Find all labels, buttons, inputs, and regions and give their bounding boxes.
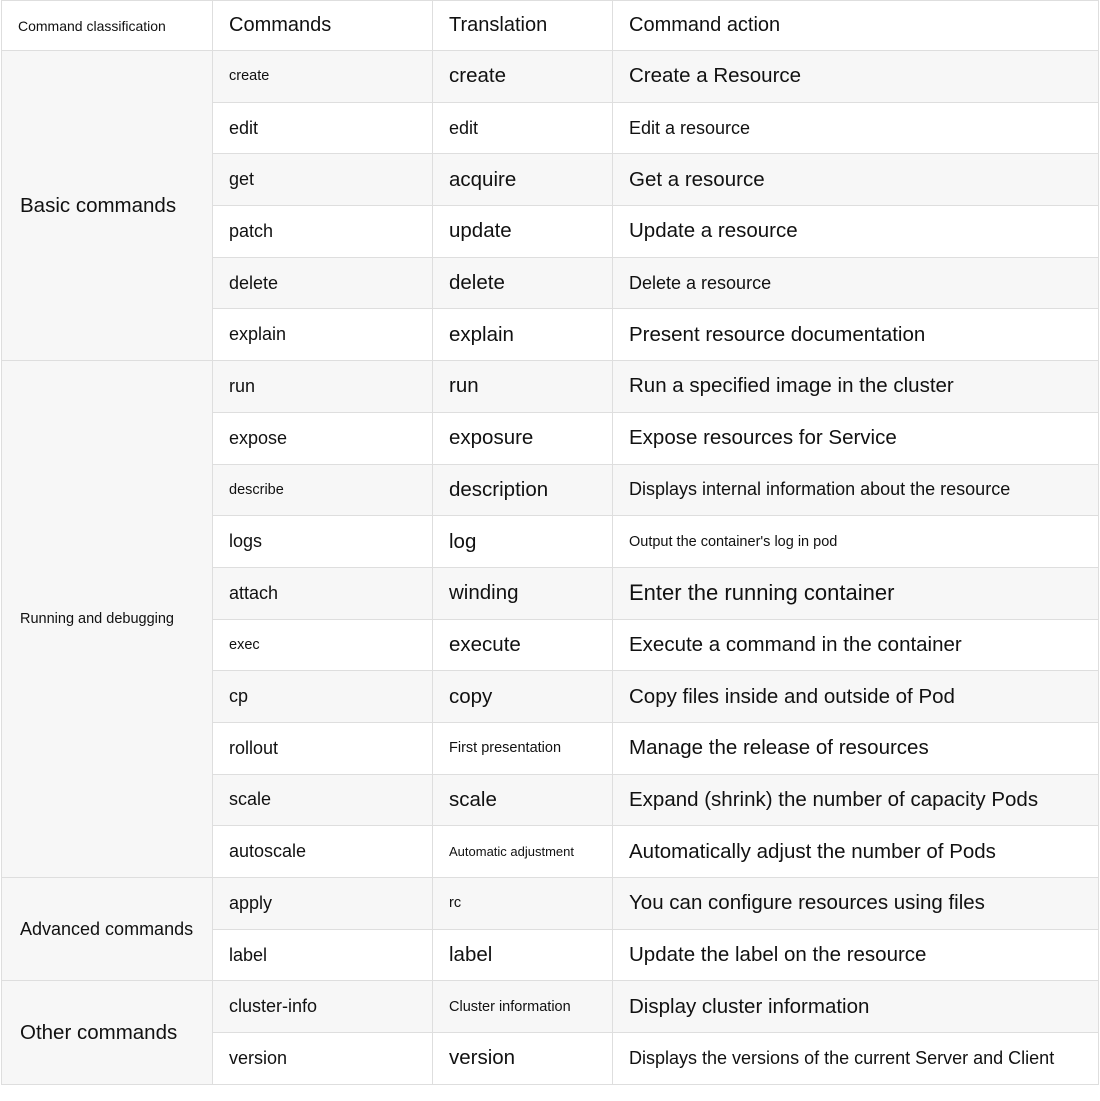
translation-cell: update <box>433 206 613 258</box>
command-cell: cp <box>213 671 433 723</box>
command-cell: exec <box>213 619 433 671</box>
action-cell: You can configure resources using files <box>613 878 1099 930</box>
command-cell: create <box>213 51 433 103</box>
action-cell: Display cluster information <box>613 981 1099 1033</box>
command-cell: autoscale <box>213 826 433 878</box>
table-row <box>2 361 1099 413</box>
command-cell: edit <box>213 102 433 154</box>
action-cell: Manage the release of resources <box>613 722 1099 774</box>
header-commands: Commands <box>213 1 433 51</box>
command-cell: label <box>213 929 433 981</box>
action-cell: Create a Resource <box>613 51 1099 103</box>
table-row <box>2 51 1099 103</box>
command-cell: describe <box>213 464 433 516</box>
group-label: Basic commands <box>2 51 213 361</box>
action-cell: Expose resources for Service <box>613 412 1099 464</box>
command-cell: version <box>213 1033 433 1085</box>
command-cell: get <box>213 154 433 206</box>
group-label: Running and debugging <box>2 361 213 878</box>
header-action: Command action <box>613 1 1099 51</box>
translation-cell: Automatic adjustment <box>433 826 613 878</box>
translation-cell: delete <box>433 257 613 309</box>
group-label: Advanced commands <box>2 878 213 981</box>
translation-cell: log <box>433 516 613 568</box>
translation-cell: execute <box>433 619 613 671</box>
action-cell: Execute a command in the container <box>613 619 1099 671</box>
action-cell: Edit a resource <box>613 102 1099 154</box>
action-cell: Run a specified image in the cluster <box>613 361 1099 413</box>
action-cell: Displays internal information about the resource <box>613 464 1099 516</box>
command-cell: attach <box>213 567 433 619</box>
action-cell: Update the label on the resource <box>613 929 1099 981</box>
translation-cell: explain <box>433 309 613 361</box>
translation-cell: version <box>433 1033 613 1085</box>
action-cell: Get a resource <box>613 154 1099 206</box>
translation-cell: Cluster information <box>433 981 613 1033</box>
kubectl-commands-table <box>1 0 1099 1085</box>
command-cell: expose <box>213 412 433 464</box>
command-cell: cluster-info <box>213 981 433 1033</box>
translation-cell: label <box>433 929 613 981</box>
command-cell: apply <box>213 878 433 930</box>
command-cell: run <box>213 361 433 413</box>
command-cell: logs <box>213 516 433 568</box>
command-cell: explain <box>213 309 433 361</box>
translation-cell: run <box>433 361 613 413</box>
translation-cell: acquire <box>433 154 613 206</box>
header-classification: Command classification <box>2 1 213 51</box>
command-cell: scale <box>213 774 433 826</box>
translation-cell: copy <box>433 671 613 723</box>
action-cell: Expand (shrink) the number of capacity Pods <box>613 774 1099 826</box>
translation-cell: rc <box>433 878 613 930</box>
action-cell: Enter the running container <box>613 567 1099 619</box>
header-translation: Translation <box>433 1 613 51</box>
translation-cell: create <box>433 51 613 103</box>
translation-cell: exposure <box>433 412 613 464</box>
command-cell: delete <box>213 257 433 309</box>
group-label: Other commands <box>2 981 213 1084</box>
command-cell: rollout <box>213 722 433 774</box>
translation-cell: winding <box>433 567 613 619</box>
action-cell: Present resource documentation <box>613 309 1099 361</box>
action-cell: Output the container's log in pod <box>613 516 1099 568</box>
action-cell: Copy files inside and outside of Pod <box>613 671 1099 723</box>
table-row <box>2 981 1099 1033</box>
action-cell: Update a resource <box>613 206 1099 258</box>
table-row <box>2 878 1099 930</box>
action-cell: Delete a resource <box>613 257 1099 309</box>
header-row <box>2 1 1099 51</box>
translation-cell: First presentation <box>433 722 613 774</box>
translation-cell: edit <box>433 102 613 154</box>
translation-cell: scale <box>433 774 613 826</box>
command-cell: patch <box>213 206 433 258</box>
translation-cell: description <box>433 464 613 516</box>
action-cell: Automatically adjust the number of Pods <box>613 826 1099 878</box>
action-cell: Displays the versions of the current Server and Client <box>613 1033 1099 1085</box>
